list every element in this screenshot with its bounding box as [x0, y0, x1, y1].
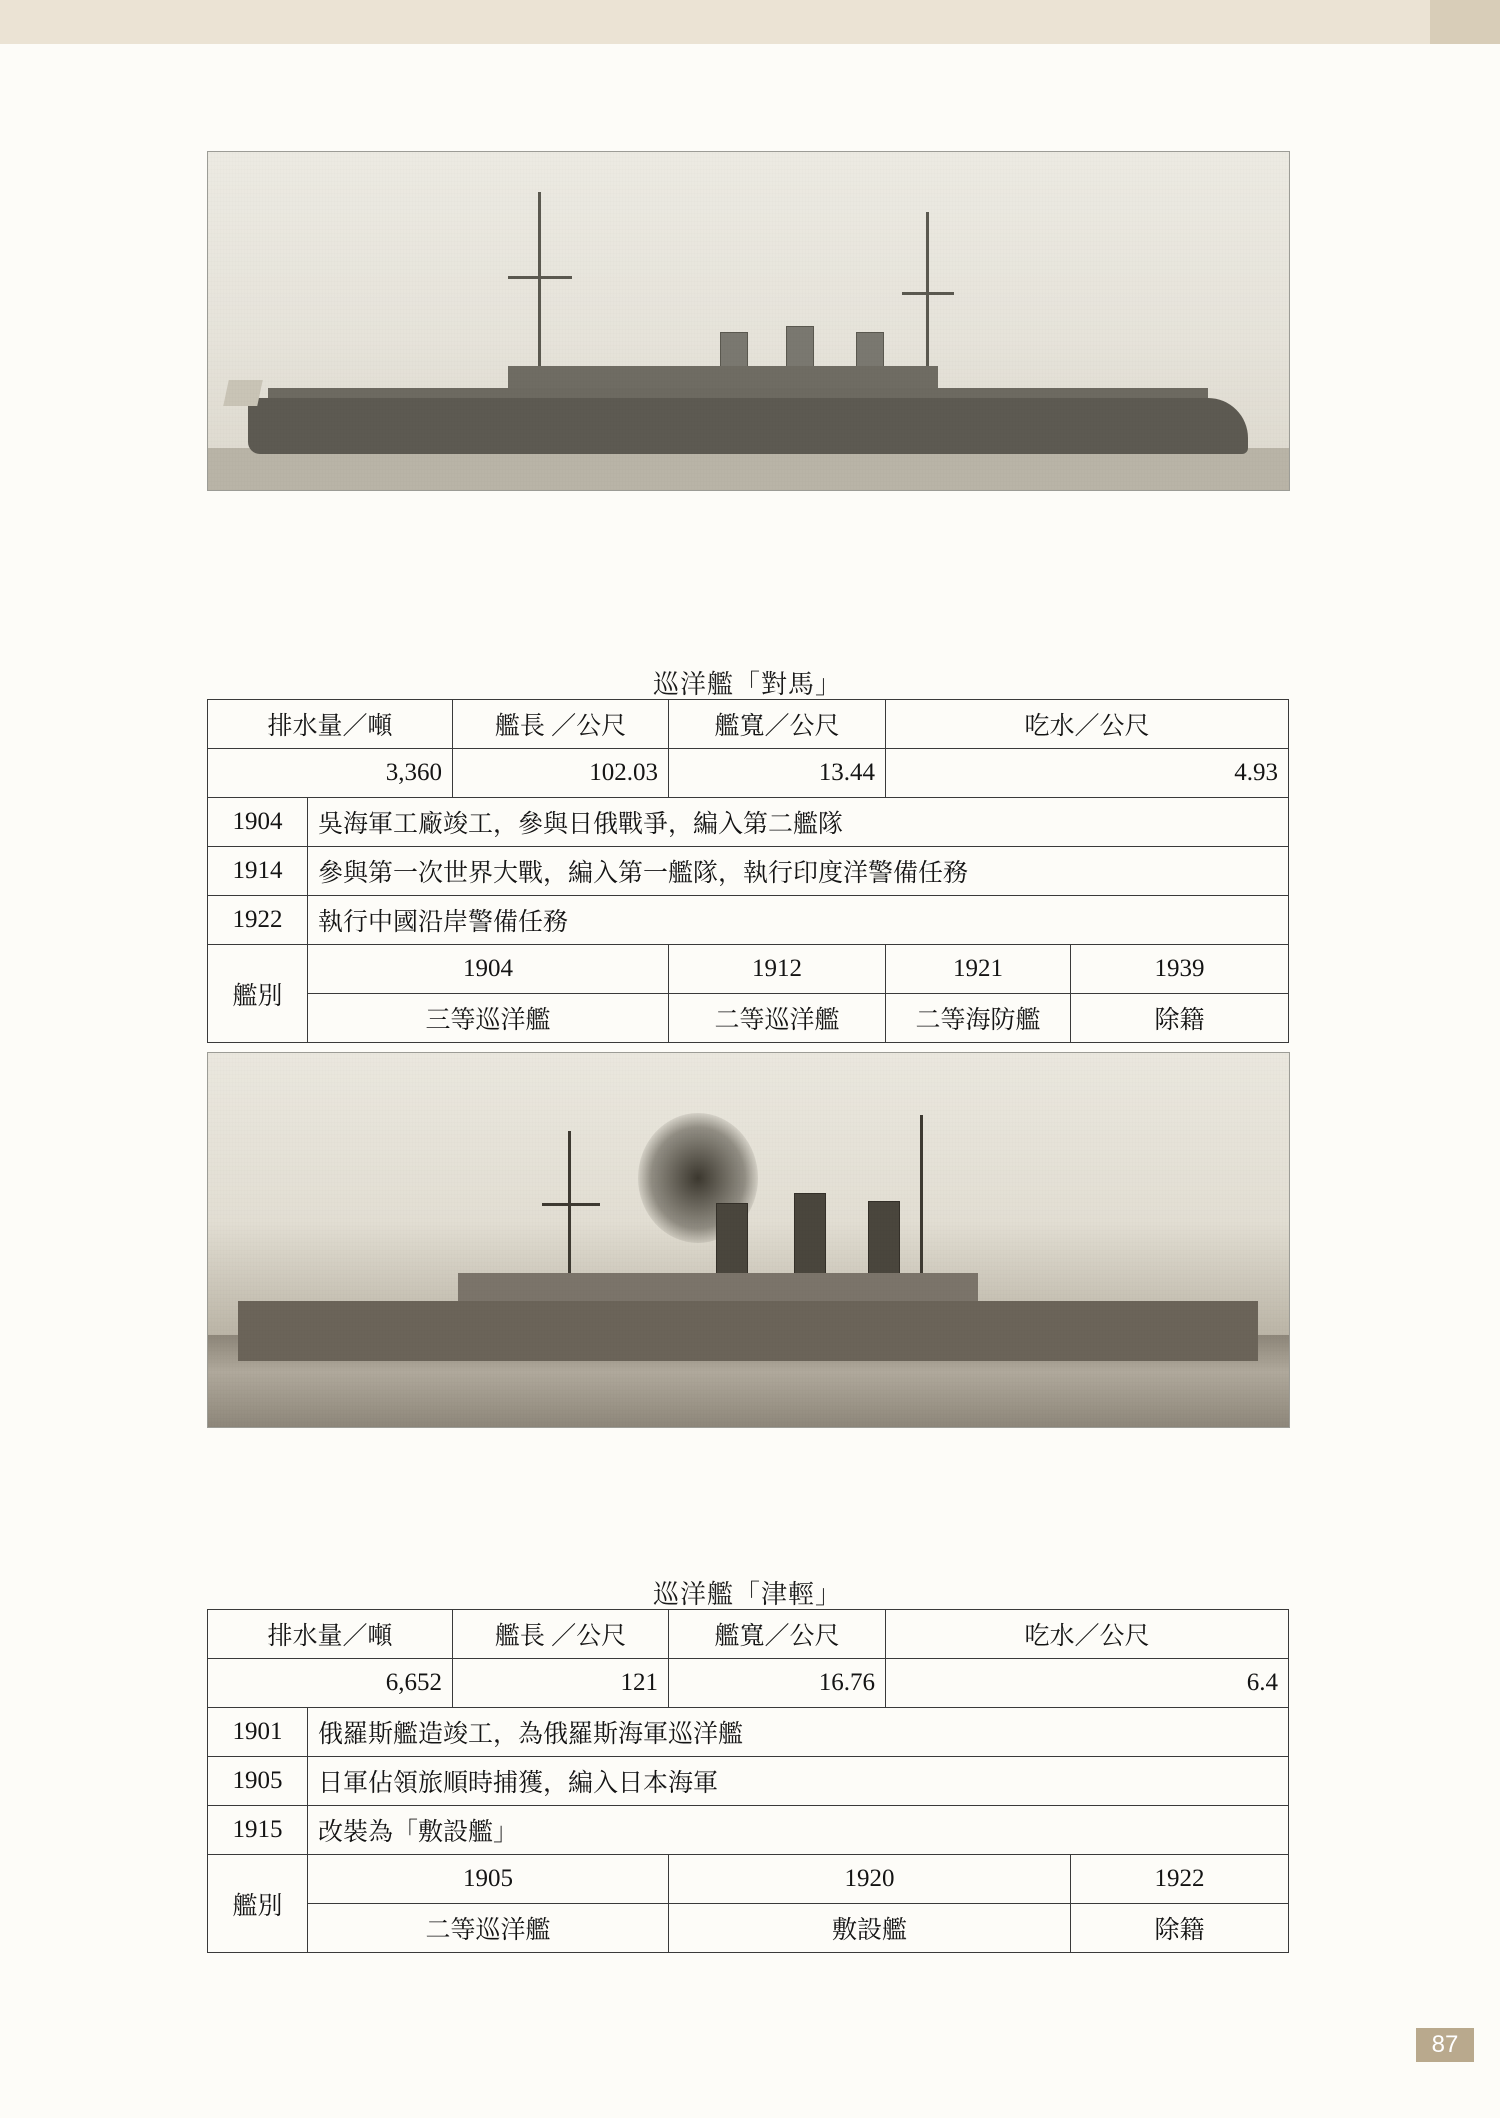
class-type: 三等巡洋艦	[308, 994, 669, 1043]
class-year: 1920	[669, 1855, 1071, 1904]
history-year: 1901	[208, 1708, 308, 1757]
class-type: 敷設艦	[669, 1904, 1071, 1953]
header-displacement: 排水量／噸	[208, 700, 453, 749]
header-length: 艦長 ／公尺	[453, 1610, 669, 1659]
history-year: 1914	[208, 847, 308, 896]
value-draft: 4.93	[886, 749, 1289, 798]
class-year: 1921	[886, 945, 1071, 994]
page-content	[0, 44, 1500, 2118]
class-label: 艦別	[208, 1855, 308, 1953]
table-row-values	[208, 1659, 1289, 1708]
history-text: 參與第一次世界大戰，編入第一艦隊，執行印度洋警備任務	[308, 847, 1289, 896]
header-draft: 吃水／公尺	[886, 700, 1289, 749]
figure-1-caption: 巡洋艦「對馬」	[652, 670, 842, 699]
value-length: 121	[453, 1659, 669, 1708]
table-row-values	[208, 749, 1289, 798]
value-displacement: 6,652	[208, 1659, 453, 1708]
header-draft: 吃水／公尺	[886, 1610, 1289, 1659]
header-displacement: 排水量／噸	[208, 1610, 453, 1659]
header-beam: 艦寬／公尺	[669, 700, 886, 749]
header-beam: 艦寬／公尺	[669, 1610, 886, 1659]
class-type: 二等巡洋艦	[308, 1904, 669, 1953]
spec-table-tsugaru	[207, 1609, 1289, 1953]
class-type: 除籍	[1071, 994, 1289, 1043]
table-row-class-years	[208, 945, 1289, 994]
value-displacement: 3,360	[208, 749, 453, 798]
history-year: 1905	[208, 1757, 308, 1806]
history-year: 1904	[208, 798, 308, 847]
class-type: 二等海防艦	[886, 994, 1071, 1043]
class-year: 1905	[308, 1855, 669, 1904]
photo-cruiser-tsushima	[207, 151, 1290, 491]
history-text: 改裝為「敷設艦」	[308, 1806, 1289, 1855]
class-year: 1939	[1071, 945, 1289, 994]
table-row	[208, 1757, 1289, 1806]
photo-grain	[208, 1053, 1289, 1427]
table-row-class-years	[208, 1855, 1289, 1904]
table-row	[208, 847, 1289, 896]
photo-cruiser-tsugaru	[207, 1052, 1290, 1428]
value-draft: 6.4	[886, 1659, 1289, 1708]
table-row	[208, 1708, 1289, 1757]
history-text: 日軍佔領旅順時捕獲，編入日本海軍	[308, 1757, 1289, 1806]
photo-grain	[208, 152, 1289, 490]
header-band-right	[1430, 0, 1500, 44]
history-year: 1915	[208, 1806, 308, 1855]
value-beam: 13.44	[669, 749, 886, 798]
table-row-headers	[208, 700, 1289, 749]
table-row-class-types	[208, 1904, 1289, 1953]
table-row	[208, 896, 1289, 945]
table-row	[208, 1806, 1289, 1855]
spec-table-tsushima	[207, 699, 1289, 1043]
header-length: 艦長 ／公尺	[453, 700, 669, 749]
history-text: 俄羅斯艦造竣工，為俄羅斯海軍巡洋艦	[308, 1708, 1289, 1757]
page-header-band	[0, 0, 1500, 44]
table-row-headers	[208, 1610, 1289, 1659]
history-text: 執行中國沿岸警備任務	[308, 896, 1289, 945]
value-beam: 16.76	[669, 1659, 886, 1708]
value-length: 102.03	[453, 749, 669, 798]
class-label: 艦別	[208, 945, 308, 1043]
class-year: 1904	[308, 945, 669, 994]
class-year: 1922	[1071, 1855, 1289, 1904]
page-number: 87	[1416, 2028, 1474, 2062]
header-band-left	[0, 0, 1430, 44]
history-year: 1922	[208, 896, 308, 945]
figure-2-caption: 巡洋艦「津輕」	[652, 1580, 842, 1609]
table-row-class-types	[208, 994, 1289, 1043]
history-text: 吳海軍工廠竣工，參與日俄戰爭，編入第二艦隊	[308, 798, 1289, 847]
class-type: 除籍	[1071, 1904, 1289, 1953]
class-type: 二等巡洋艦	[669, 994, 886, 1043]
class-year: 1912	[669, 945, 886, 994]
table-row	[208, 798, 1289, 847]
